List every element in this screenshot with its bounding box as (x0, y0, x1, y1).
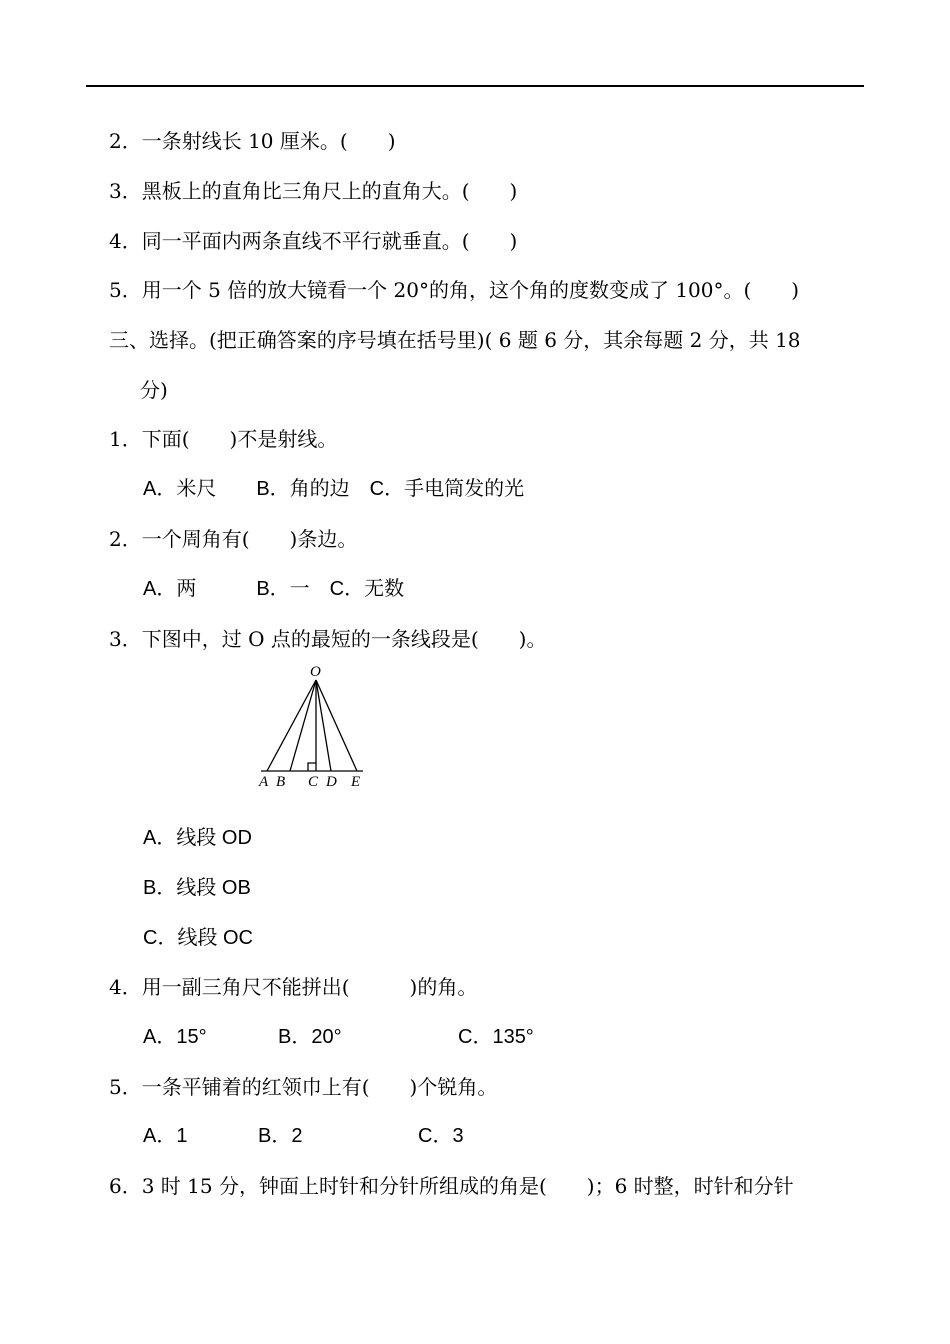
question-2-stem: 2．一个周角有( )条边。 (109, 527, 358, 551)
segment-oe (316, 680, 357, 771)
judge-item-5: 5．用一个 5 倍的放大镜看一个 20°的角，这个角的度数变成了 100°。( ) (109, 278, 800, 302)
geometry-figure (255, 660, 370, 792)
question-5-option-b: B．2 (258, 1125, 303, 1147)
segment-oa (267, 680, 316, 771)
label-d: D (326, 774, 337, 790)
label-e: E (351, 774, 361, 790)
segment-od (316, 680, 331, 771)
question-4-option-c: C．135° (458, 1026, 534, 1048)
segment-ob (290, 680, 316, 771)
question-4-option-a: A．15° (143, 1026, 207, 1048)
question-6-stem: 6．3 时 15 分，钟面上时针和分针所组成的角是( )；6 时整，时针和分针 (109, 1174, 794, 1198)
question-3-stem: 3．下图中，过 O 点的最短的一条线段是( )。 (109, 627, 547, 651)
question-3-option-a: A．线段 OD (143, 827, 252, 849)
label-c: C (308, 774, 319, 790)
question-5-option-c: C．3 (418, 1125, 464, 1147)
header-rule (86, 85, 864, 87)
question-1-options: A．米尺 B．角的边 C．手电筒发的光 (143, 478, 525, 500)
judge-item-4: 4．同一平面内两条直线不平行就垂直。( ) (109, 229, 518, 253)
question-2-options: A．两 B．一 C．无数 (143, 578, 405, 600)
right-angle-mark (308, 763, 316, 771)
judge-item-2: 2．一条射线长 10 厘米。( ) (109, 129, 396, 153)
question-1-stem: 1．下面( )不是射线。 (109, 427, 338, 451)
question-3-option-c: C．线段 OC (143, 927, 253, 949)
question-3-option-b: B．线段 OB (143, 877, 251, 899)
label-o: O (310, 664, 321, 680)
label-a: A (259, 774, 269, 790)
question-5-stem: 5．一条平铺着的红领巾上有( )个锐角。 (109, 1075, 498, 1099)
judge-item-3: 3．黑板上的直角比三角尺上的直角大。( ) (109, 179, 518, 203)
question-4-option-b: B．20° (278, 1026, 342, 1048)
section-3-title-cont: 分) (140, 378, 168, 402)
label-b: B (276, 774, 286, 790)
section-3-heading (109, 315, 869, 415)
question-5-option-a: A．1 (143, 1125, 188, 1147)
section-3-title: 三、选择。(把正确答案的序号填在括号里)( 6 题 6 分，其余每题 2 分，共 18 (109, 328, 801, 352)
question-4-stem: 4．用一副三角尺不能拼出( )的角。 (109, 975, 478, 999)
